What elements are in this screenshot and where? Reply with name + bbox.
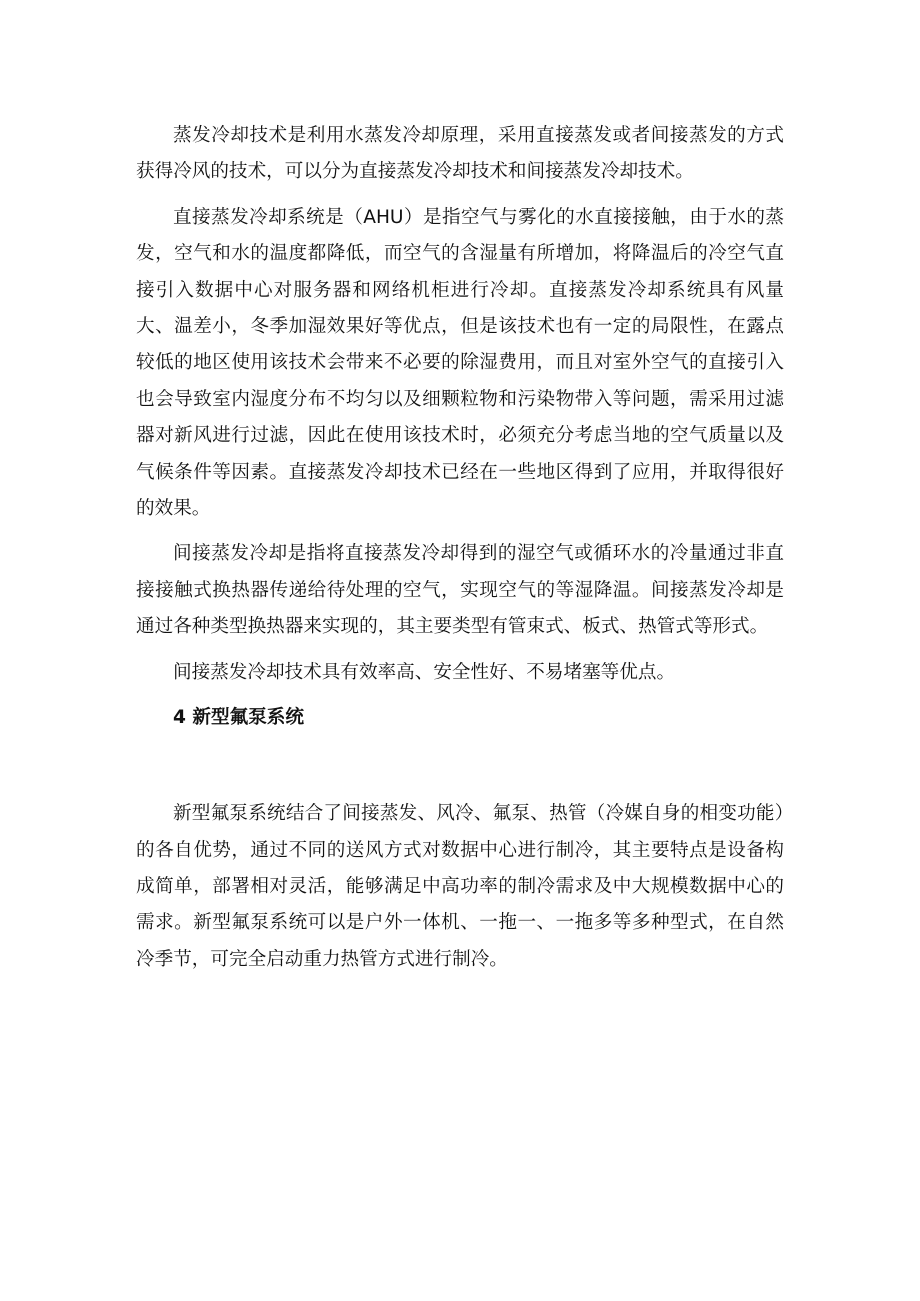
paragraph-fluorine-pump-system: 新型氟泵系统结合了间接蒸发、风冷、氟泵、热管（冷媒自身的相变功能）的各自优势，通过不同的送风方式对数据中心进行制冷，其主要特点是设备构成简单，部署相对灵活，能够满足中高功率的制冷需求及中大规模数据中心的需求。新型氟泵系统可以是户外一体机、一拖一、一拖多等多种型式，在自然冷季节，可完全启动重力热管方式进行制冷。	[136, 803, 784, 970]
paragraph-indirect-advantages: 间接蒸发冷却技术具有效率高、安全性好、不易堵塞等优点。	[173, 661, 676, 683]
section-heading: 4 新型氟泵系统	[173, 707, 304, 729]
paragraph-direct-evaporative-cooling: 直接蒸发冷却系统是（AHU）是指空气与雾化的水直接接触，由于水的蒸发，空气和水的温度都降低，而空气的含湿量有所增加，将降温后的冷空气直接引入数据中心对服务器和网络机柜进行冷却。直接蒸发冷却系统具有风量大、温差小，冬季加湿效果好等优点，但是该技术也有一定的局限性，在露点较低的地区使用该技术会带来不必要的除湿费用，而且对室外空气的直接引入也会导致室内湿度分布不均匀以及细颗粒物和污染物带入等问题，需采用过滤器对新风进行过滤，因此在使用该技术时，必须充分考虑当地的空气质量以及气候条件等因素。直接蒸发冷却技术已经在一些地区得到了应用，并取得很好的效果。	[136, 206, 784, 520]
document-body	[136, 118, 784, 987]
paragraph-indirect-evaporative-cooling: 间接蒸发冷却是指将直接蒸发冷却得到的湿空气或循环水的冷量通过非直接接触式换热器传递给待处理的空气，实现空气的等湿降温。间接蒸发冷却是通过各种类型换热器来实现的，其主要类型有管束式、板式、热管式等形式。	[136, 543, 784, 638]
paragraph-evaporative-cooling-intro: 蒸发冷却技术是利用水蒸发冷却原理，采用直接蒸发或者间接蒸发的方式获得冷风的技术，可以分为直接蒸发冷却技术和间接蒸发冷却技术。	[136, 125, 784, 183]
